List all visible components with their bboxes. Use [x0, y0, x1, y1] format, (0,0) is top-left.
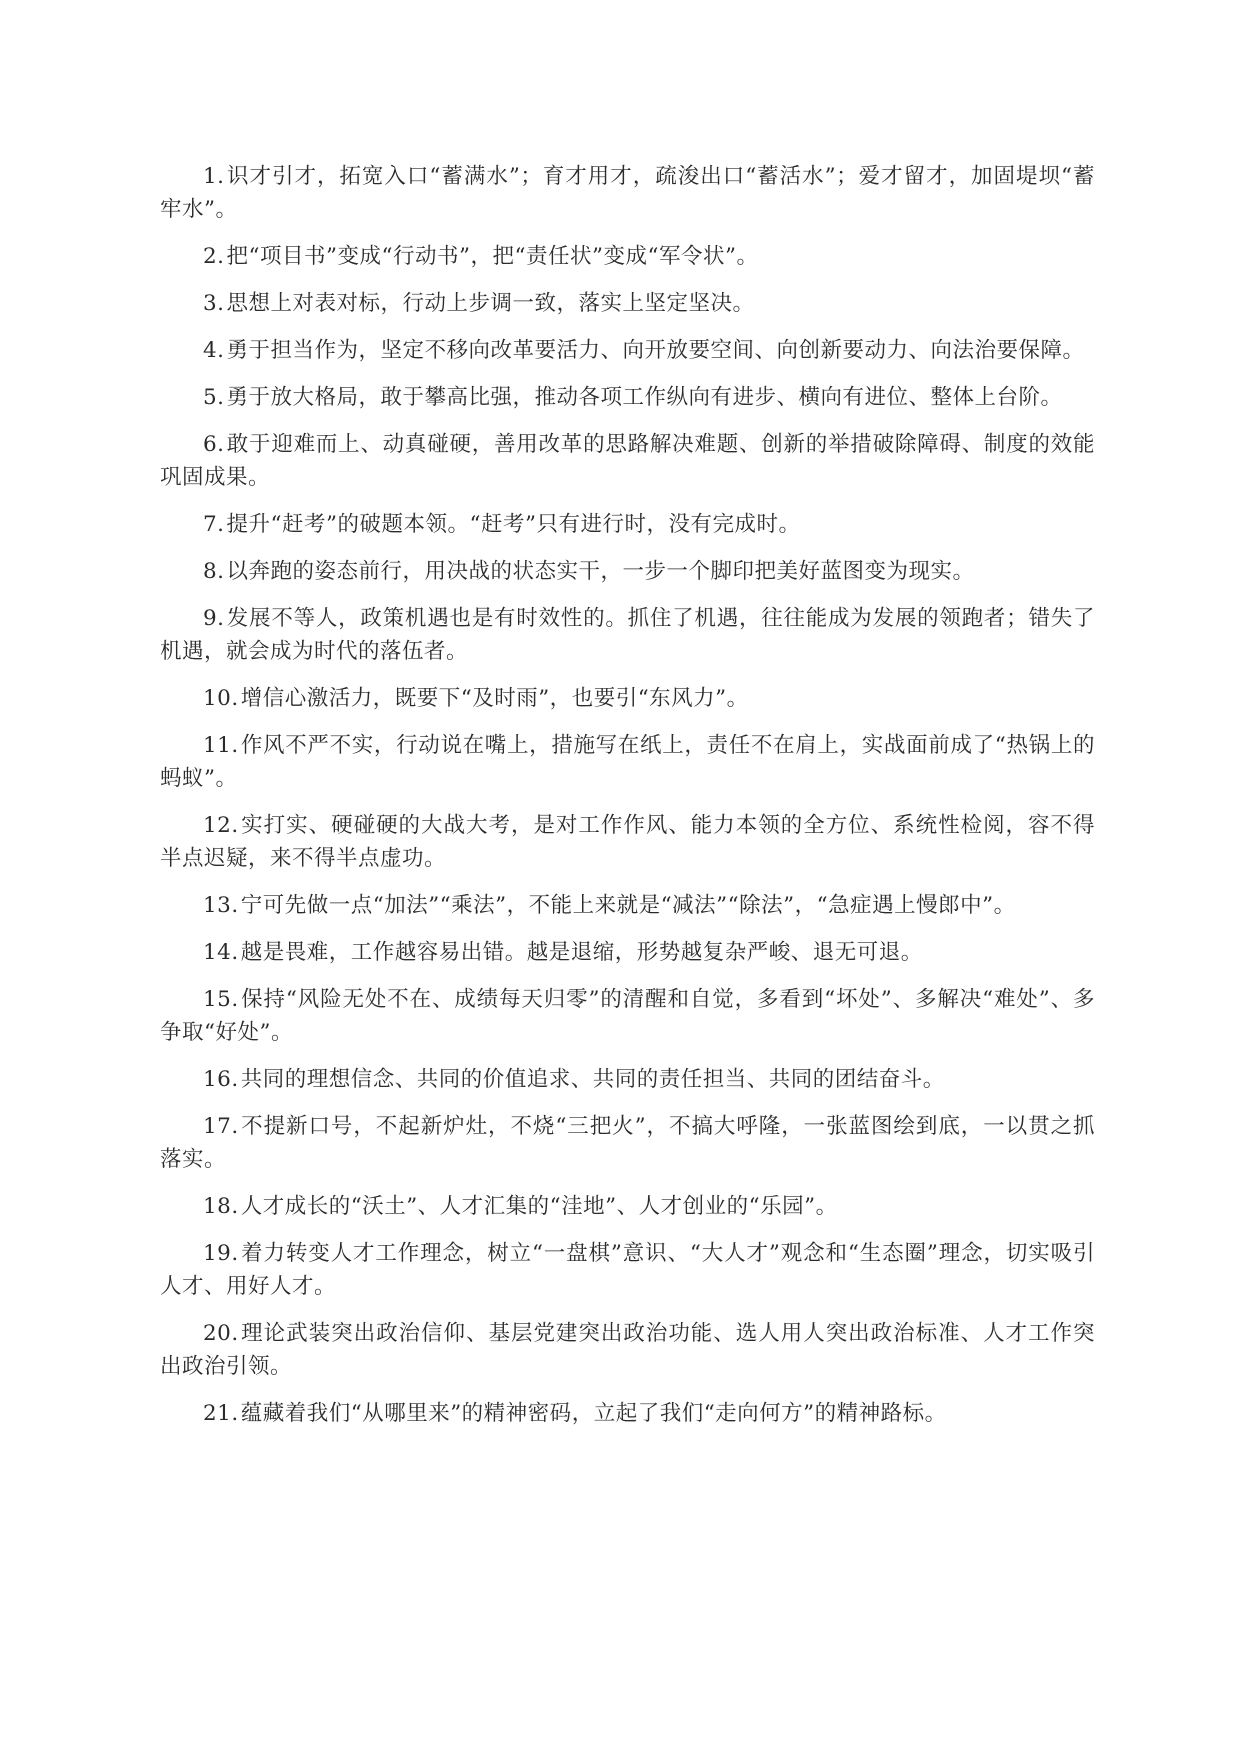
item-text: 勇于放大格局，敢于攀高比强，推动各项工作纵向有进步、横向有进位、整体上台阶。	[226, 385, 1063, 410]
item-text: 增信心激活力，既要下“及时雨”，也要引“东风力”。	[240, 686, 749, 711]
item-number: 12.	[203, 813, 239, 838]
list-item	[160, 936, 1095, 969]
list-item	[160, 1237, 1095, 1303]
item-number: 21.	[203, 1401, 239, 1426]
item-number: 7.	[203, 512, 225, 537]
item-number: 4.	[203, 338, 225, 363]
list-item	[160, 160, 1095, 226]
list-item	[160, 1063, 1095, 1096]
item-number: 1.	[203, 164, 225, 189]
item-number: 3.	[203, 291, 225, 316]
item-text: 识才引才，拓宽入口“蓄满水”；育才用才，疏浚出口“蓄活水”；爱才留才，加固堤坝“蓄牢水”。	[160, 164, 1095, 222]
document-body	[160, 160, 1095, 1444]
list-item	[160, 889, 1095, 922]
list-item	[160, 428, 1095, 494]
item-number: 10.	[203, 686, 239, 711]
item-text: 作风不严不实，行动说在嘴上，措施写在纸上，责任不在肩上，实战面前成了“热锅上的蚂蚁”。	[160, 733, 1095, 791]
list-item	[160, 287, 1095, 320]
item-number: 9.	[203, 606, 225, 631]
item-text: 保持“风险无处不在、成绩每天归零”的清醒和自觉，多看到“坏处”、多解决“难处”、多争取“好处”。	[160, 987, 1095, 1045]
item-text: 思想上对表对标，行动上步调一致，落实上坚定坚决。	[226, 291, 755, 316]
list-item	[160, 334, 1095, 367]
item-text: 理论武装突出政治信仰、基层党建突出政治功能、选人用人突出政治标准、人才工作突出政治引领。	[160, 1321, 1095, 1379]
item-text: 越是畏难，工作越容易出错。越是退缩，形势越复杂严峻、退无可退。	[240, 940, 923, 965]
item-number: 5.	[203, 385, 225, 410]
item-text: 人才成长的“沃土”、人才汇集的“洼地”、人才创业的“乐园”。	[240, 1194, 838, 1219]
list-item	[160, 240, 1095, 273]
item-number: 13.	[203, 893, 239, 918]
list-item	[160, 729, 1095, 795]
list-item	[160, 602, 1095, 668]
list-item	[160, 1110, 1095, 1176]
item-number: 17.	[203, 1114, 239, 1139]
list-item	[160, 381, 1095, 414]
list-item	[160, 682, 1095, 715]
item-text: 提升“赶考”的破题本领。“赶考”只有进行时，没有完成时。	[226, 512, 801, 537]
list-item	[160, 1397, 1095, 1430]
item-text: 把“项目书”变成“行动书”，把“责任状”变成“军令状”。	[226, 244, 759, 269]
item-number: 15.	[203, 987, 239, 1012]
item-text: 勇于担当作为，坚定不移向改革要活力、向开放要空间、向创新要动力、向法治要保障。	[226, 338, 1085, 363]
list-item	[160, 1190, 1095, 1223]
item-number: 19.	[203, 1241, 239, 1266]
list-item	[160, 1317, 1095, 1383]
item-number: 18.	[203, 1194, 239, 1219]
item-text: 以奔跑的姿态前行，用决战的状态实干，一步一个脚印把美好蓝图变为现实。	[226, 559, 975, 584]
list-item	[160, 555, 1095, 588]
list-item	[160, 508, 1095, 541]
list-item	[160, 983, 1095, 1049]
item-number: 11.	[203, 733, 239, 758]
item-number: 14.	[203, 940, 239, 965]
item-text: 共同的理想信念、共同的价值追求、共同的责任担当、共同的团结奋斗。	[240, 1067, 945, 1092]
item-text: 宁可先做一点“加法”“乘法”，不能上来就是“减法”“除法”，“急症遇上慢郎中”。	[240, 893, 1016, 918]
item-text: 着力转变人才工作理念，树立“一盘棋”意识、“大人才”观念和“生态圈”理念，切实吸引人才、用好人才。	[160, 1241, 1095, 1299]
item-text: 实打实、硬碰硬的大战大考，是对工作作风、能力本领的全方位、系统性检阅，容不得半点迟疑，来不得半点虚功。	[160, 813, 1095, 871]
item-number: 6.	[203, 432, 225, 457]
item-number: 20.	[203, 1321, 239, 1346]
item-number: 8.	[203, 559, 225, 584]
item-text: 发展不等人，政策机遇也是有时效性的。抓住了机遇，往往能成为发展的领跑者；错失了机遇，就会成为时代的落伍者。	[160, 606, 1095, 664]
item-text: 蕴藏着我们“从哪里来”的精神密码，立起了我们“走向何方”的精神路标。	[240, 1401, 947, 1426]
item-text: 不提新口号，不起新炉灶，不烧“三把火”，不搞大呼隆，一张蓝图绘到底，一以贯之抓落实。	[160, 1114, 1095, 1172]
item-number: 16.	[203, 1067, 239, 1092]
item-number: 2.	[203, 244, 225, 269]
list-item	[160, 809, 1095, 875]
item-text: 敢于迎难而上、动真碰硬，善用改革的思路解决难题、创新的举措破除障碍、制度的效能巩固成果。	[160, 432, 1095, 490]
